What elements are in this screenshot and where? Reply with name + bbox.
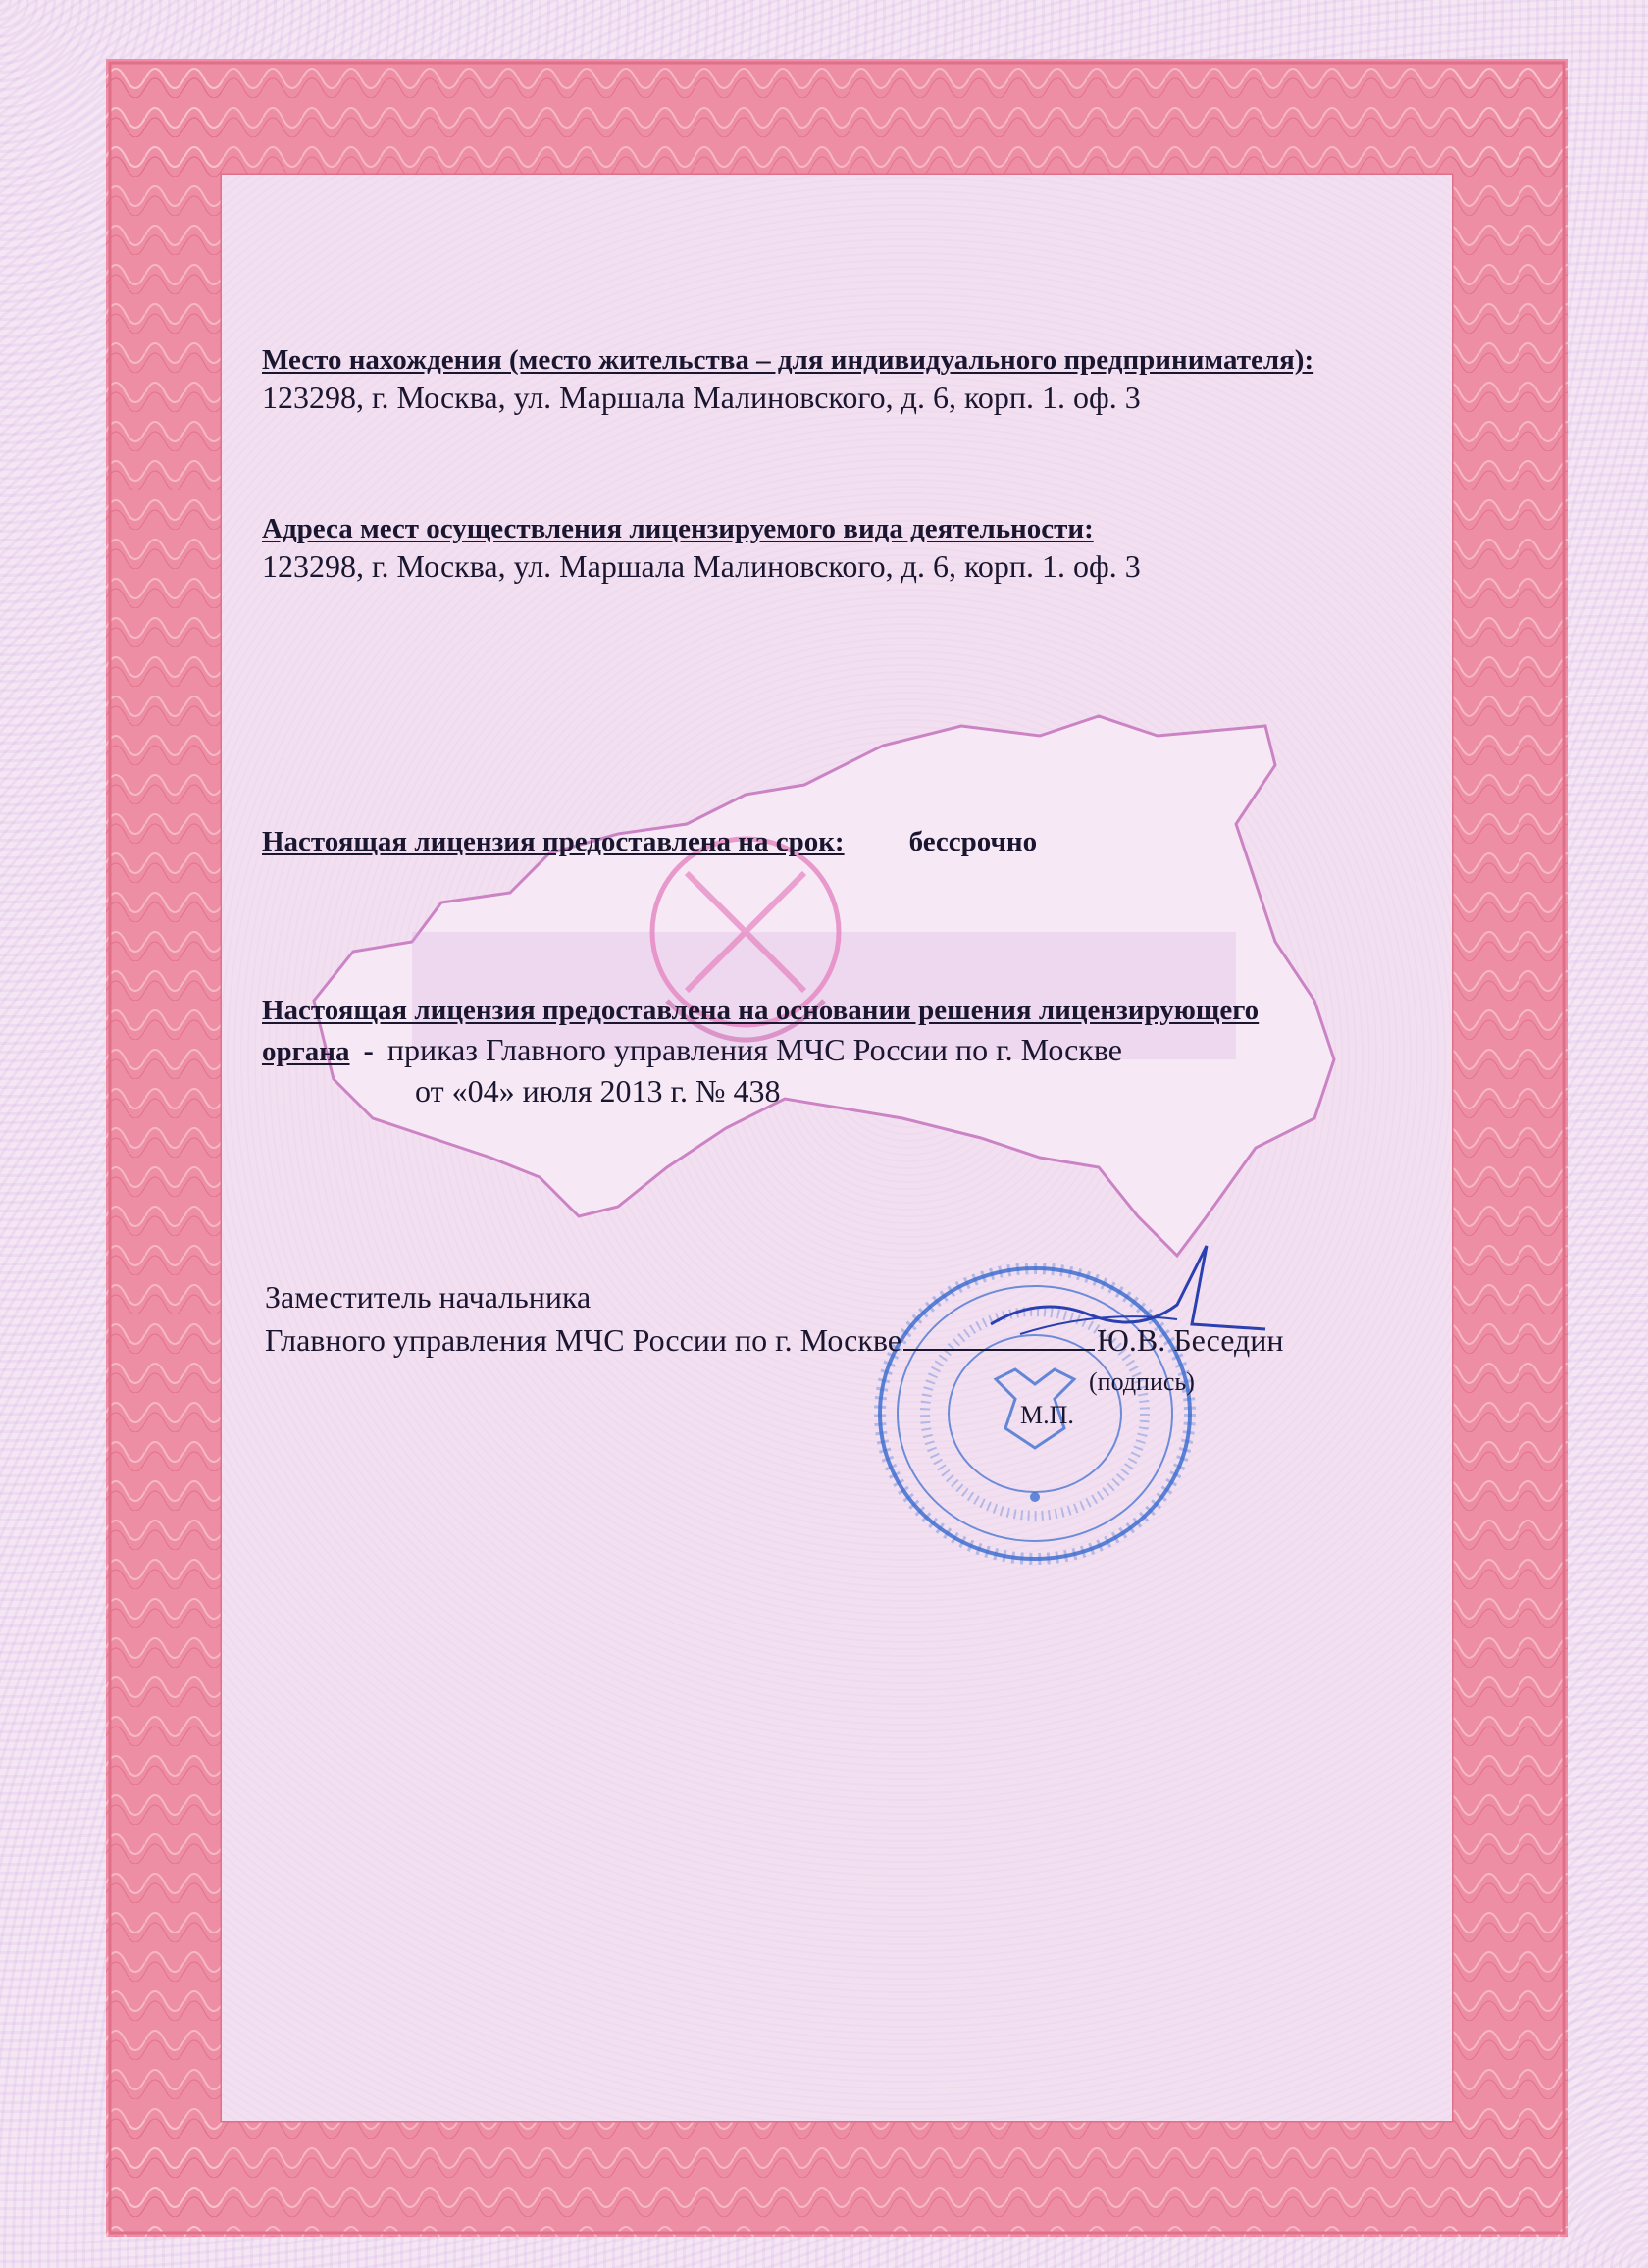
term-section xyxy=(262,822,1037,860)
basis-order-date: от «04» июля 2013 г. № 438 xyxy=(415,1073,781,1108)
basis-order-line xyxy=(262,1030,1259,1071)
signature-section xyxy=(265,1275,1284,1362)
signer-position-line2-row xyxy=(265,1318,1284,1362)
signer-position-line2: Главного управления МЧС России по г. Москве xyxy=(265,1322,901,1358)
activity-addresses-label: Адреса мест осуществления лицензируемого вида деятельности: xyxy=(262,513,1094,544)
activity-addresses-value: 123298, г. Москва, ул. Маршала Малиновского, д. 6, корп. 1. оф. 3 xyxy=(262,548,1141,584)
basis-label-line2: органа xyxy=(262,1036,350,1067)
activity-addresses-section xyxy=(262,510,1141,585)
basis-label-line1: Настоящая лицензия предоставлена на основании решения лицензирующего xyxy=(262,995,1260,1026)
term-label: Настоящая лицензия предоставлена на срок: xyxy=(262,826,845,857)
location-section xyxy=(262,341,1313,416)
seal-caption: М.П. xyxy=(1020,1401,1074,1429)
signature-caption: (подпись) xyxy=(1089,1367,1195,1396)
signature-line xyxy=(903,1321,1095,1351)
location-value: 123298, г. Москва, ул. Маршала Малиновского, д. 6, корп. 1. оф. 3 xyxy=(262,380,1141,415)
basis-dash: - xyxy=(363,1033,374,1067)
basis-section xyxy=(262,991,1259,1110)
term-value: бессрочно xyxy=(908,826,1038,857)
location-label: Место нахождения (место жительства – для индивидуального предпринимателя): xyxy=(262,344,1314,376)
basis-order: приказ Главного управления МЧС России по г. Москве xyxy=(386,1032,1122,1067)
signer-name: Ю.В. Беседин xyxy=(1097,1322,1284,1358)
signer-position-line1: Заместитель начальника xyxy=(265,1279,592,1314)
